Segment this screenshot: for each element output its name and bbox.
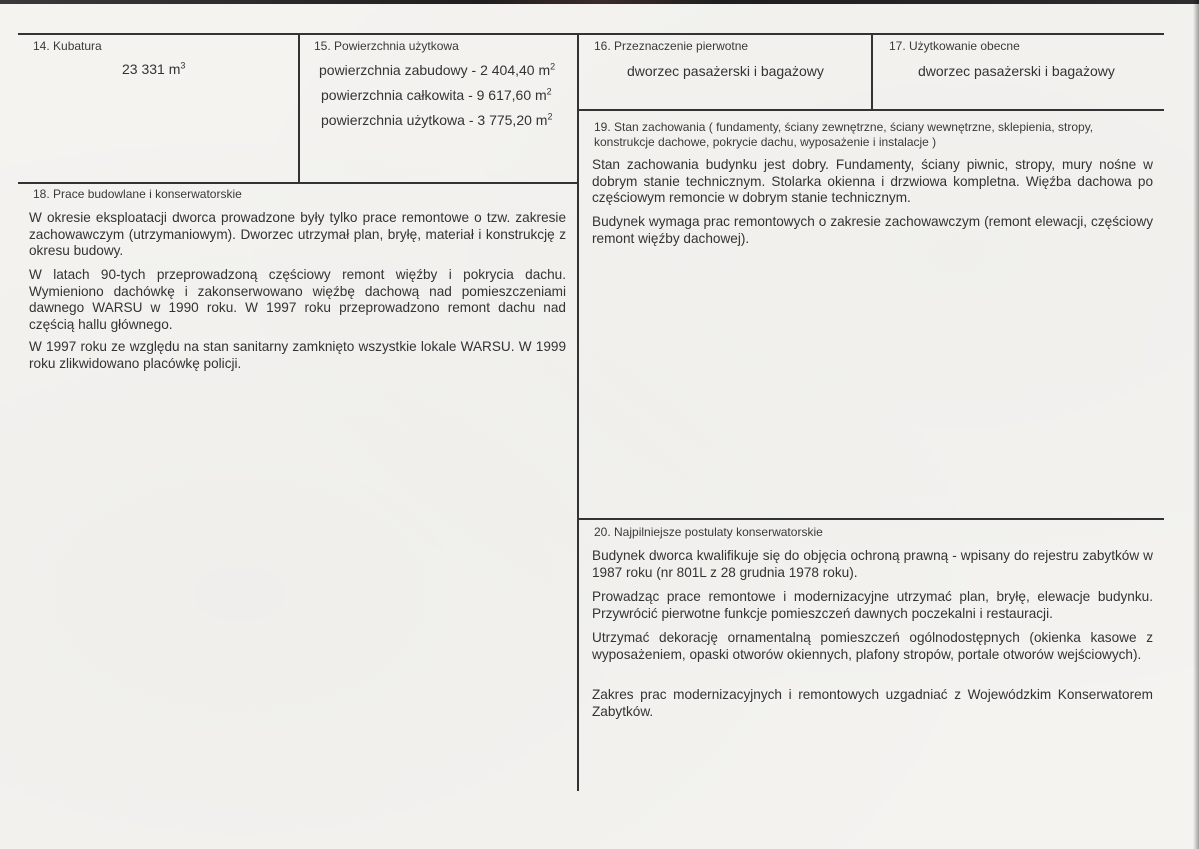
kubatura-value — [122, 61, 185, 77]
prace-paragraph: W okresie eksploatacji dworca prowadzone były tylko prace remontowe o tzw. zakresie zachowawczym (utrzymaniowym). Dworzec utrzymał plan, bryłę, materiał i konstrukcję z okresu budowy. — [29, 210, 566, 258]
powierzchnia-item-sup: 2 — [550, 61, 556, 72]
powierzchnia-item — [321, 87, 552, 103]
scan-right-edge — [1193, 0, 1199, 849]
stan-label: 19. Stan zachowania ( fundamenty, ściany zewnętrzne, ściany wewnętrzne, sklepienia, stropy, konstrukcje dachowe, pokrycie dachu, wyposażenie i instalacje ) — [594, 120, 1094, 149]
divider-19-bottom — [578, 518, 1164, 520]
uzytkowanie-value: dworzec pasażerski i bagażowy — [918, 63, 1115, 79]
kubatura-number: 23 331 m — [122, 61, 181, 77]
powierzchnia-item-text: powierzchnia użytkowa - 3 775,20 m — [321, 112, 548, 128]
postulaty-label: 20. Najpilniejsze postulaty konserwatorskie — [594, 525, 823, 539]
powierzchnia-item-sup: 2 — [547, 111, 553, 122]
przeznaczenie-value: dworzec pasażerski i bagażowy — [627, 63, 824, 79]
powierzchnia-item-sup: 2 — [546, 86, 552, 97]
scan-top-edge — [0, 0, 1199, 4]
prace-label: 18. Prace budowlane i konserwatorskie — [33, 187, 242, 201]
prace-paragraph: W latach 90-tych przeprowadzoną częściowy remont więźby i pokrycia dachu. Wymieniono dachówkę i zakonserwowano więźbę dachową nad pomieszczeniami dawnego WARSU w 1990 roku. W 1997 roku przeprowadzono remont dachu nad częścią hallu głównego. — [29, 267, 566, 332]
stan-paragraph: Stan zachowania budynku jest dobry. Fundamenty, ściany piwnic, stropy, mury nośne w dobrym stanie technicznym. Stolarka okienna i drzwiowa kompletna. Więźba dachowa po częściowym remoncie w dobrym stanie technicznym. — [592, 157, 1153, 205]
przeznaczenie-label: 16. Przeznaczenie pierwotne — [594, 39, 749, 53]
postulaty-paragraph: Utrzymać dekorację ornamentalną pomieszczeń ogólnodostępnych (okienka kasowe z wyposażeniem, opaski otworów okiennych, plafony stropów, portale otworów wejściowych). — [592, 630, 1153, 662]
powierzchnia-item-text: powierzchnia całkowita - 9 617,60 m — [321, 87, 547, 103]
powierzchnia-item — [321, 112, 552, 128]
postulaty-paragraph: Prowadząc prace remontowe i modernizacyjne utrzymać plan, bryłę, elewacje budynku. Przywrócić pierwotne funkcje pomieszczeń dawnych poczekalni i restauracji. — [592, 589, 1153, 621]
kubatura-label: 14. Kubatura — [33, 39, 102, 53]
powierzchnia-item-text: powierzchnia zabudowy - 2 404,40 m — [319, 62, 551, 78]
stan-paragraph: Budynek wymaga prac remontowych o zakresie zachowawczym (remont elewacji, częściowy remont więźby dachowej). — [592, 214, 1153, 246]
prace-paragraph: W 1997 roku ze względu na stan sanitarny zamknięto wszystkie lokale WARSU. W 1999 roku zlikwidowano placówkę policji. — [29, 339, 566, 371]
divider-16-17 — [871, 33, 873, 110]
postulaty-paragraph: Budynek dworca kwalifikuje się do objęcia ochroną prawną - wpisany do rejestru zabytków w 1987 roku (nr 801L z 28 grudnia 1978 roku). — [592, 548, 1153, 580]
powierzchnia-label: 15. Powierzchnia użytkowa — [314, 39, 459, 53]
kubatura-unit-sup: 3 — [180, 60, 186, 71]
divider-14-15 — [298, 33, 300, 183]
postulaty-paragraph: Zakres prac modernizacyjnych i remontowych uzgadniać z Wojewódzkim Konserwatorem Zabytków. — [592, 687, 1153, 719]
uzytkowanie-label: 17. Użytkowanie obecne — [889, 39, 1020, 53]
powierzchnia-item — [319, 62, 555, 78]
center-divider — [577, 33, 579, 791]
